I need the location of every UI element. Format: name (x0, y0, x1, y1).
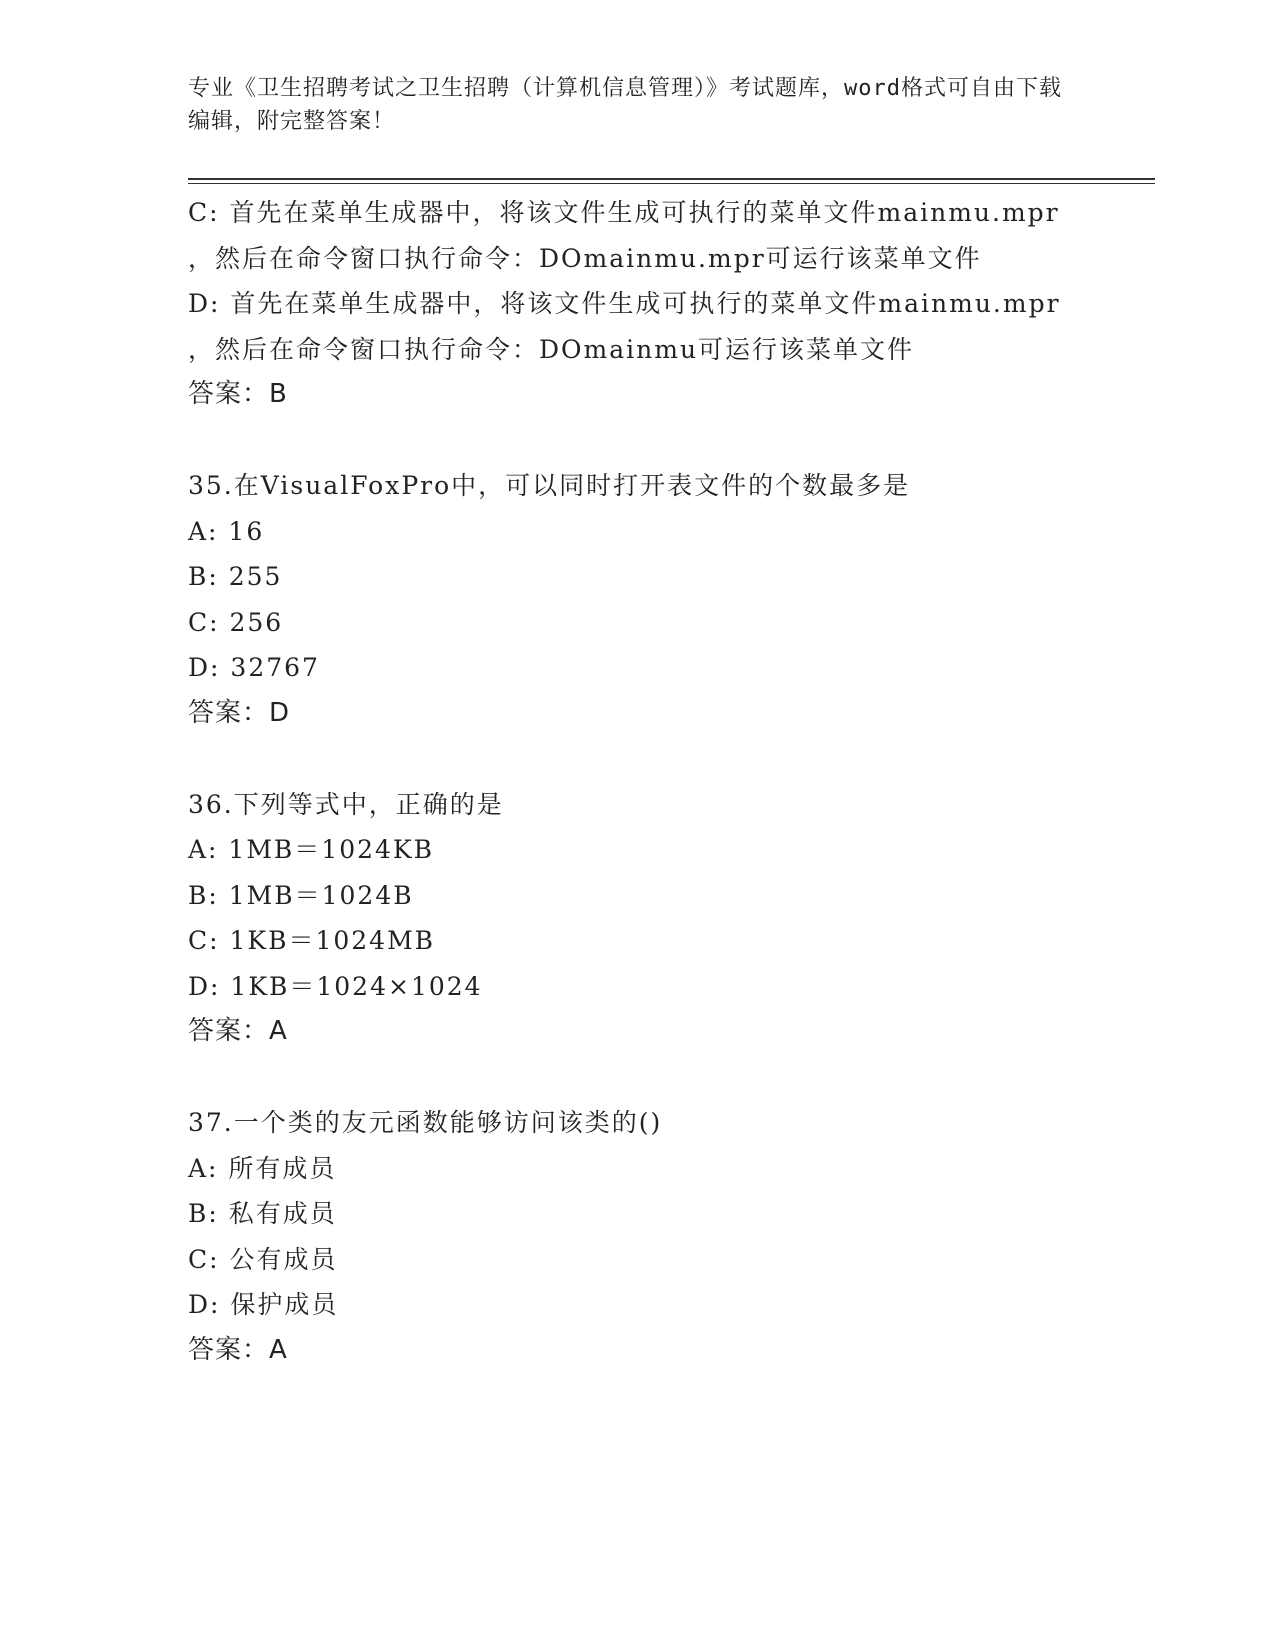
header-rule-thin (188, 183, 1155, 184)
option-d-line-1: D: 首先在菜单生成器中，将该文件生成可执行的菜单文件mainmu.mpr (188, 289, 1061, 318)
exam-content (188, 190, 1128, 1373)
option-b: B: 1MB＝1024B (188, 880, 414, 910)
document-header: 专业《卫生招聘考试之卫生招聘（计算机信息管理）》考试题库，word格式可自由下载编辑，附完整答案！ (188, 76, 1062, 134)
answer-line: 答案：D (188, 697, 291, 728)
option-a: A: 所有成员 (188, 1153, 337, 1183)
option-b: B: 私有成员 (188, 1199, 337, 1228)
question-37 (188, 1100, 1128, 1373)
header-rule-thick (188, 178, 1155, 180)
option-c: C: 1KB＝1024MB (188, 926, 436, 955)
question-spacer (188, 418, 1128, 464)
question-stem: 37.一个类的友元函数能够访问该类的() (188, 1108, 663, 1137)
question-36 (188, 782, 1128, 1055)
option-c: C: 256 (188, 607, 284, 637)
question-stem: 35.在VisualFoxPro中，可以同时打开表文件的个数最多是 (188, 471, 911, 500)
question-spacer (188, 1055, 1128, 1101)
option-d: D: 保护成员 (188, 1290, 339, 1319)
option-c-line-2: ，然后在命令窗口执行命令：DOmainmu.mpr可运行该菜单文件 (188, 243, 982, 273)
option-c-line-1: C: 首先在菜单生成器中，将该文件生成可执行的菜单文件mainmu.mpr (188, 198, 1060, 227)
question-stem: 36.下列等式中，正确的是 (188, 789, 504, 819)
option-a: A: 16 (188, 516, 265, 546)
option-a: A: 1MB＝1024KB (188, 835, 434, 864)
answer-line: 答案：B (188, 379, 288, 409)
option-d: D: 32767 (188, 653, 320, 682)
option-c: C: 公有成员 (188, 1244, 338, 1274)
answer-line: 答案：A (188, 1016, 288, 1046)
answer-line: 答案：A (188, 1334, 288, 1365)
option-d-line-2: ，然后在命令窗口执行命令：DOmainmu可运行该菜单文件 (188, 334, 915, 364)
option-d: D: 1KB＝1024×1024 (188, 971, 483, 1001)
option-b: B: 255 (188, 562, 283, 591)
question-35 (188, 463, 1128, 736)
carryover-question (188, 190, 1128, 418)
question-spacer (188, 736, 1128, 782)
